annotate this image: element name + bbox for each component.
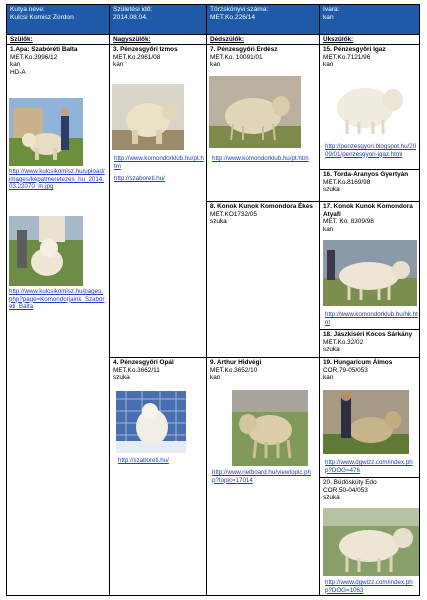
dog-registry: COR.79-05/053 xyxy=(323,366,368,374)
dog17-link[interactable] xyxy=(325,311,419,326)
dog-sex: szuka xyxy=(113,374,130,382)
birth-label: Születési idő: xyxy=(113,6,153,13)
dog-sex: szuka xyxy=(323,494,340,502)
dog17-link-text[interactable]: http://www.komondorklub.hu/hk.htm xyxy=(325,311,418,326)
sex-label: Ivara: xyxy=(323,6,340,13)
pedigree-table xyxy=(6,4,420,596)
dog-registry: MET.Ko.32/02 xyxy=(323,338,364,346)
grandsire-link[interactable]: http://www.komondorklub.hu/pt.htm xyxy=(114,155,204,170)
dog-name: 4. Pénzesgyőri Opál xyxy=(113,359,174,366)
dog-name: 9. Arthur Hidvégi xyxy=(210,359,262,366)
dog-photo-19 xyxy=(323,390,409,454)
dog9-link-text[interactable]: http://www.netboard.hu/viewtopic.php?topic=17014 xyxy=(212,469,312,484)
grandsire-link-2-text[interactable]: http://szaboreti.hu/ xyxy=(114,175,165,182)
dog-photo-sire xyxy=(9,98,83,166)
header-birth xyxy=(109,4,206,34)
dog-registry: MET.Ko.2961/08 xyxy=(113,53,161,61)
dog-name: 3. Pénzesgyőri Izmos xyxy=(113,46,178,53)
dog15-link[interactable] xyxy=(325,143,419,158)
dog-name: 8. Konok Kunok Komondora Ékes xyxy=(210,203,313,210)
cell-dog-16 xyxy=(319,169,420,201)
dog-photo-7 xyxy=(209,76,301,148)
column-grandparents: Nagyszülők: xyxy=(109,34,206,44)
dog-photo-15 xyxy=(323,76,411,138)
dog19-link-text[interactable]: http://www.dgwizz.com/index.php?DOG=476 xyxy=(325,459,413,474)
dog-registry: MET. Ko. 8309/98 xyxy=(323,218,374,226)
dog7-link[interactable] xyxy=(212,155,316,163)
grandsire-link-1[interactable] xyxy=(114,155,204,170)
dog-name-value: Kulcsi Komisz Zordon xyxy=(10,14,74,21)
dog-name: 1.Apa: Szabóréti Balta xyxy=(10,46,78,53)
dog-sex: kan xyxy=(210,61,221,69)
dog-registry: MET.KO1732/05 xyxy=(210,210,257,218)
dog-name: 20. Büdöskúty Edo xyxy=(323,479,377,486)
dog-registry: MET.Ko.3996/12 xyxy=(10,53,58,61)
dog-name: 16. Torda-Aranyos Gyertyán xyxy=(323,171,409,178)
dog-name: 17. Konok Kunok Komondora Atyafi xyxy=(323,203,413,218)
dog-sex: szuka xyxy=(323,186,340,194)
header-dog-name xyxy=(6,4,109,34)
dog-registry: COR.50-04/053 xyxy=(323,486,368,494)
dog-sex: szuka xyxy=(210,218,227,226)
column-great-great-grandparents: Ükszülők: xyxy=(319,34,420,44)
dog-name-label: Kutya neve: xyxy=(10,6,45,13)
cell-dog-8 xyxy=(206,201,319,357)
dog-photo-20 xyxy=(323,508,419,576)
registry-label: Törzskönyvi száma: xyxy=(210,6,269,13)
dog20-link[interactable] xyxy=(325,579,419,594)
sire-page-link[interactable]: http://www.kulcsikomisz.hu/pages.php?page=Komondorjaink_Szaboreti_Balta xyxy=(9,288,105,311)
dog-photo-9 xyxy=(232,390,308,466)
granddam-link[interactable]: http://szaboreti.hu/ xyxy=(118,457,169,464)
header-sex xyxy=(319,4,420,34)
dog-sex: kan xyxy=(113,61,124,69)
dog-photo-4 xyxy=(116,391,186,453)
dog15-link-text[interactable]: http://penzesgyori.blogspot.hu/2009/01/penzesgyori-igaz.html xyxy=(325,143,417,158)
granddam-link-1[interactable] xyxy=(118,457,204,465)
sex-value: kan xyxy=(323,14,334,21)
dog-sex: kan xyxy=(210,374,221,382)
header-registry xyxy=(206,4,319,34)
grandsire-link-2[interactable] xyxy=(114,175,204,183)
dog-registry: MET.Ko. 10091/01 xyxy=(210,53,263,61)
column-parents: Szülők: xyxy=(6,34,109,44)
dog-registry: MET.Ko.7121/96 xyxy=(323,53,371,61)
dog19-link[interactable] xyxy=(325,459,419,474)
dog20-link-text[interactable]: http://www.dgwizz.com/index.php?DOG=1063 xyxy=(325,579,413,594)
dog-photo-3 xyxy=(112,84,184,150)
dog-photo-sire-2 xyxy=(9,216,83,286)
dog-photo-17 xyxy=(323,240,417,306)
birth-value: 2014.08.04. xyxy=(113,14,148,21)
registry-value: MET.Ko.226/14 xyxy=(210,14,256,21)
dog7-link-text[interactable]: http://www.komondorklub.hu/pt.htm xyxy=(212,155,309,162)
dog-registry: MET.Ko.3662/11 xyxy=(113,366,160,374)
dog-name: 19. Hungaricum Álmos xyxy=(323,359,393,366)
dog-name: 7. Pénzesgyőri Erdész xyxy=(210,46,278,53)
column-great-grandparents: Dédszülők: xyxy=(206,34,319,44)
dog-sex: szuka xyxy=(323,346,340,354)
dog-health: HD-A xyxy=(10,68,26,76)
sire-link-2[interactable] xyxy=(9,288,105,311)
dog-sex: kan xyxy=(10,61,21,69)
dog-sex: kan xyxy=(323,61,334,69)
dog-registry: MET.Ko.8169/98 xyxy=(323,178,371,186)
dog-sex: kan xyxy=(323,374,334,382)
dog-registry: MET.Ko.3652/10 xyxy=(210,366,258,374)
cell-dog-18 xyxy=(319,329,420,357)
dog-name: 15. Pénzesgyőri Igaz xyxy=(323,46,386,53)
sire-photo-link[interactable]: http://www.kulcsikomisz.hu/upload/images/kepatmeretezes_hu_2014.03.22070_m.jpg xyxy=(9,168,105,191)
dog-sex: kan xyxy=(323,225,334,233)
sire-link-1[interactable] xyxy=(9,168,105,191)
dog9-link[interactable] xyxy=(212,469,316,484)
dog-name: 18. Jászkiséri Kócos Sárkány xyxy=(323,331,413,338)
